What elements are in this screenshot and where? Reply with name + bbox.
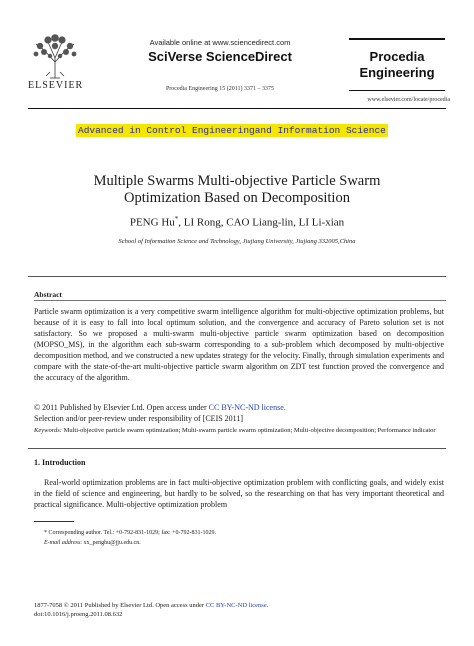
section-divider bbox=[28, 448, 446, 449]
journal-name-line-2: Engineering bbox=[359, 65, 435, 80]
keywords-label: Keywords: bbox=[34, 427, 62, 434]
abstract-divider bbox=[34, 300, 446, 301]
introduction-heading: 1. Introduction bbox=[34, 458, 86, 467]
journal-reference: Procedia Engineering 15 (2011) 3371 – 3375 bbox=[165, 86, 275, 92]
footnote-divider bbox=[34, 521, 74, 522]
publisher-name: ELSEVIER bbox=[28, 80, 84, 91]
journal-name-line-1: Procedia bbox=[369, 49, 425, 64]
email-label: E-mail address bbox=[44, 540, 81, 546]
copyright-text: © 2011 Published by Elsevier Ltd. Open access under bbox=[34, 403, 209, 412]
article-title: Multiple Swarms Multi-objective Particle Swarm Optimization Based on Decomposition bbox=[93, 173, 381, 206]
journal-logo bbox=[349, 38, 445, 91]
available-online-text: Available online at www.sciencedirect.com bbox=[149, 38, 291, 47]
license-link[interactable]: CC BY-NC-ND license. bbox=[208, 403, 286, 412]
doi[interactable]: doi:10.1016/j.proeng.2011.08.632 bbox=[34, 611, 123, 618]
abstract-heading: Abstract bbox=[34, 290, 62, 299]
corresponding-author-mark[interactable]: * bbox=[174, 215, 179, 223]
header-divider bbox=[28, 108, 446, 109]
author-list bbox=[60, 215, 414, 229]
elsevier-tree-logo bbox=[30, 32, 80, 80]
email-footnote bbox=[44, 539, 424, 547]
author-first: PENG Hu bbox=[129, 216, 175, 229]
platform-name: SciVerse ScienceDirect bbox=[148, 49, 292, 64]
peer-review-note: Selection and/or peer-review under responsibility of [CEIS 2011] bbox=[34, 414, 244, 423]
copyright-line bbox=[34, 402, 444, 413]
issn-text: 1877-7058 © 2011 Published by Elsevier Ltd. Open access under bbox=[34, 602, 206, 609]
abstract-body: Particle swarm optimization is a very competitive swarm intelligence algorithm for multi-objective optimization problems, but because of it is easy to fall into local optimum solution, and the convergence and accuracy of Pareto solution set is not satisfactory. So we proposed a multi-swarm multi-objective particle swarm optimization based on decomposition (MOPSO_MS), in the algorithm each sub-swarm corresponding to a sub-problem which decomposed by multi-objective decomposition method, and we constructed a new updates strategy for the velocity. Finally, through simulation experiments and compare with the state-of-the-art multi-objective particle swarm algorithm on ZDT test function proved the convergence and the accuracy of the algorithm. bbox=[34, 307, 444, 382]
author-rest: , LI Rong, CAO Liang-lin, LI Li-xian bbox=[178, 216, 345, 229]
keywords-list: Multi-objective particle swarm optimization; Multi-swarm particle swarm optimization; Multi-objective decomposition; Performance indicator bbox=[61, 427, 436, 434]
introduction-body: Real-world optimization problems are in fact multi-objective optimization problem with conflicting goals, and widely exist in the field of science and engineering, but hardly to be solved, so the researching on that has very important theoretical and practical significance. Multi-objective optimization problem bbox=[34, 478, 444, 509]
email-address[interactable]: : xx_penghu@jju.edu.cn. bbox=[80, 540, 141, 546]
footer-license-link[interactable]: CC BY-NC-ND license. bbox=[205, 602, 269, 609]
section-divider bbox=[28, 276, 446, 277]
journal-url[interactable]: www.elsevier.com/locate/procedia bbox=[367, 97, 450, 103]
corresponding-author-footnote: * Corresponding author. Tel.: +0-792-831-1029; fax: +0-792-831-1029. bbox=[44, 530, 217, 536]
issn-line bbox=[34, 601, 444, 610]
conference-banner: Advanced in Control Engineeringand Information Science bbox=[78, 125, 386, 136]
affiliation: School of Information Science and Technology, Jiujiang University, Jiujiang 332005,China bbox=[118, 238, 356, 245]
keywords bbox=[34, 426, 444, 435]
